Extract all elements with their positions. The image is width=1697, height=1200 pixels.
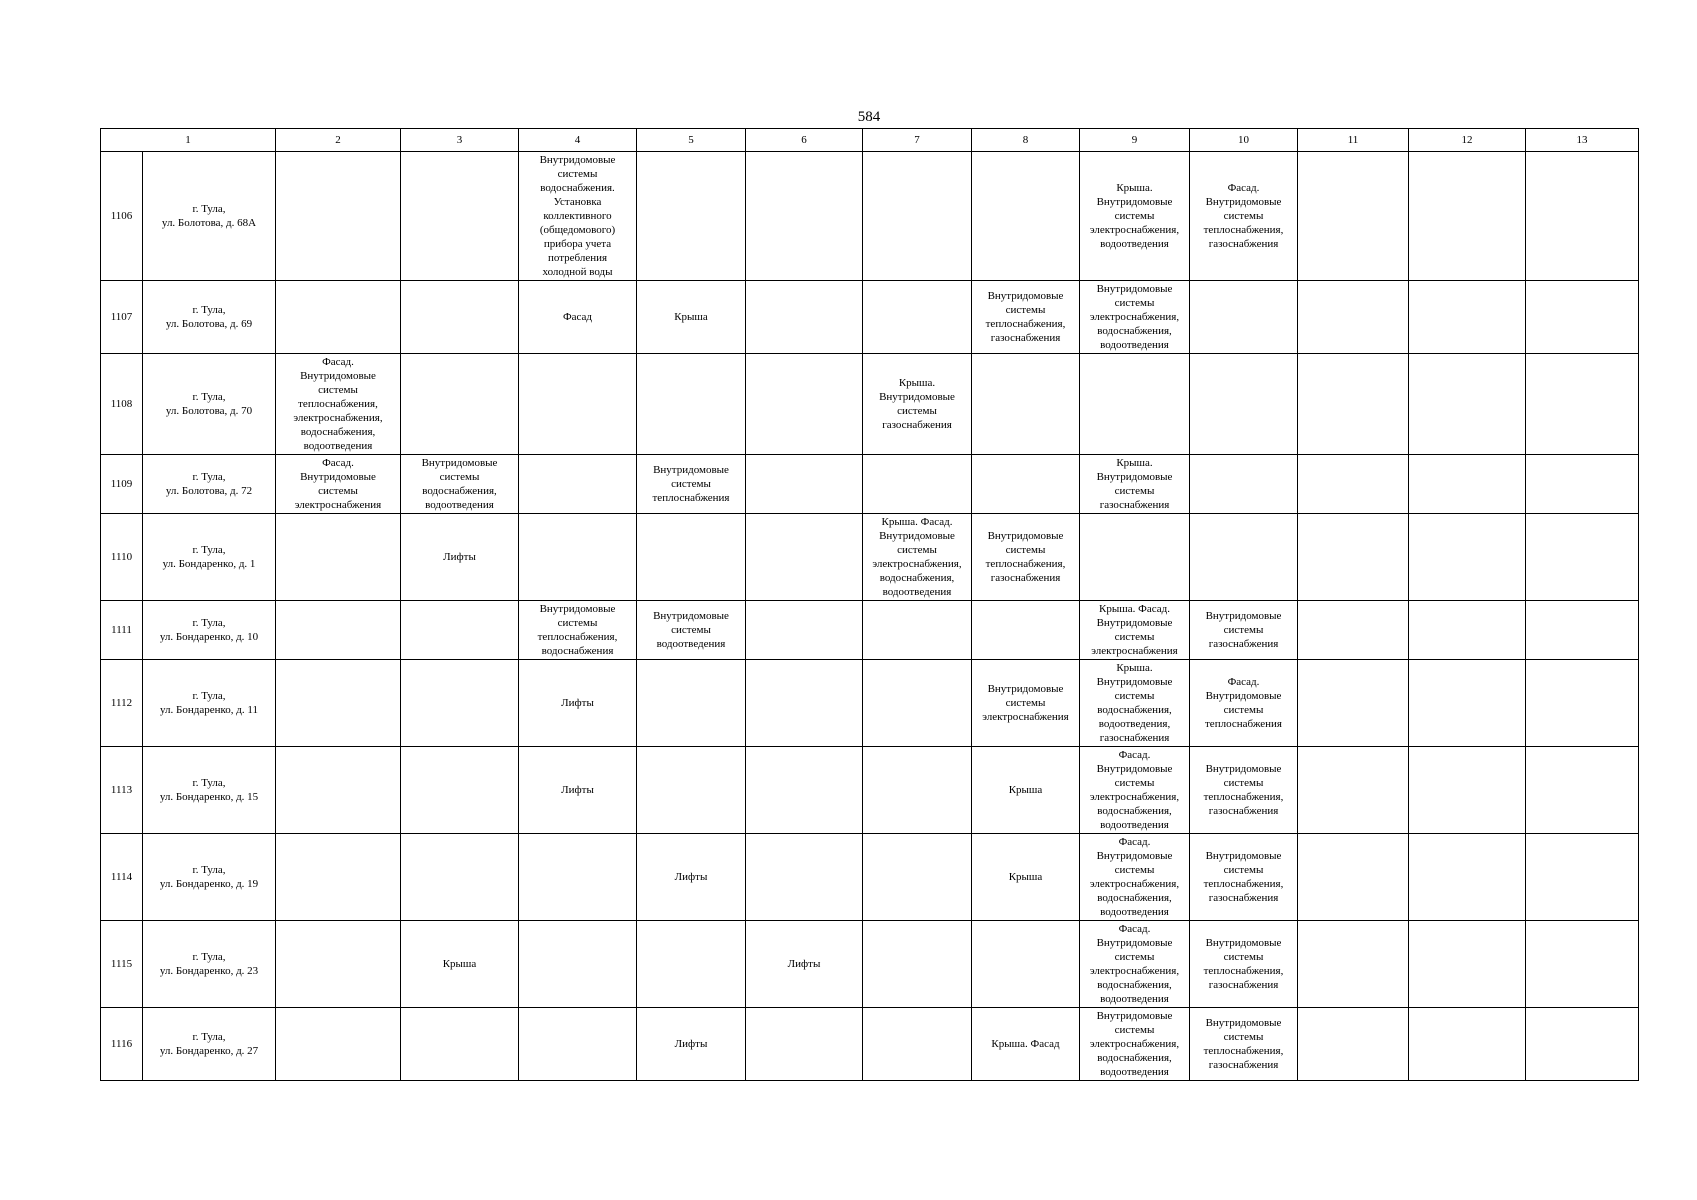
work-type-cell xyxy=(746,354,863,455)
work-type-cell: Крыша. Внутридомовые системы водоснабжения, водоотведения, газоснабжения xyxy=(1080,660,1190,747)
work-type-cell xyxy=(401,834,519,921)
address-cell: г. Тула, ул. Болотова, д. 70 xyxy=(143,354,276,455)
work-type-cell: Крыша xyxy=(637,281,746,354)
work-type-cell: Крыша. Внутридомовые системы газоснабжения xyxy=(863,354,972,455)
row-number-cell: 1114 xyxy=(101,834,143,921)
work-type-cell xyxy=(1298,1008,1409,1081)
work-type-cell: Крыша. Фасад. Внутридомовые системы электроснабжения, водоснабжения, водоотведения xyxy=(863,514,972,601)
work-type-cell xyxy=(1526,660,1639,747)
work-type-cell: Внутридомовые системы теплоснабжения, газоснабжения xyxy=(1190,747,1298,834)
work-type-cell xyxy=(637,747,746,834)
work-type-cell: Внутридомовые системы водоснабжения, водоотведения xyxy=(401,455,519,514)
work-type-cell xyxy=(401,660,519,747)
column-number-header: 9 xyxy=(1080,129,1190,152)
table-row xyxy=(101,660,1639,747)
work-type-cell xyxy=(1298,601,1409,660)
work-type-cell xyxy=(519,1008,637,1081)
work-type-cell xyxy=(1526,281,1639,354)
work-type-cell: Внутридомовые системы теплоснабжения xyxy=(637,455,746,514)
work-type-cell xyxy=(746,660,863,747)
work-type-cell: Лифты xyxy=(637,834,746,921)
work-type-cell: Фасад. Внутридомовые системы электроснабжения, водоснабжения, водоотведения xyxy=(1080,834,1190,921)
work-type-cell xyxy=(1526,354,1639,455)
work-type-cell xyxy=(1526,601,1639,660)
work-type-cell xyxy=(1298,834,1409,921)
work-type-cell xyxy=(519,921,637,1008)
work-type-cell xyxy=(746,834,863,921)
work-type-cell: Лифты xyxy=(746,921,863,1008)
work-type-cell xyxy=(1409,281,1526,354)
work-type-cell xyxy=(1409,152,1526,281)
work-type-cell xyxy=(276,1008,401,1081)
work-type-cell xyxy=(1409,601,1526,660)
row-number-cell: 1111 xyxy=(101,601,143,660)
work-type-cell xyxy=(1526,834,1639,921)
work-type-cell xyxy=(519,354,637,455)
work-type-cell: Крыша xyxy=(401,921,519,1008)
row-number-cell: 1109 xyxy=(101,455,143,514)
work-type-cell: Крыша. Фасад xyxy=(972,1008,1080,1081)
table-row xyxy=(101,354,1639,455)
work-type-cell xyxy=(1409,660,1526,747)
work-type-cell: Внутридомовые системы электроснабжения, водоснабжения, водоотведения xyxy=(1080,1008,1190,1081)
work-type-cell xyxy=(1409,747,1526,834)
table-row xyxy=(101,152,1639,281)
work-type-cell xyxy=(746,601,863,660)
work-type-cell xyxy=(972,455,1080,514)
work-type-cell xyxy=(1298,281,1409,354)
work-type-cell xyxy=(746,1008,863,1081)
work-type-cell xyxy=(863,834,972,921)
column-number-header: 8 xyxy=(972,129,1080,152)
row-number-cell: 1107 xyxy=(101,281,143,354)
work-type-cell: Фасад. Внутридомовые системы теплоснабжения, газоснабжения xyxy=(1190,152,1298,281)
work-type-cell xyxy=(637,921,746,1008)
work-type-cell: Внутридомовые системы водоотведения xyxy=(637,601,746,660)
work-type-cell xyxy=(1409,514,1526,601)
work-type-cell xyxy=(1409,455,1526,514)
work-type-cell xyxy=(1298,747,1409,834)
work-type-cell xyxy=(746,152,863,281)
work-type-cell xyxy=(519,834,637,921)
work-type-cell xyxy=(1409,834,1526,921)
work-type-cell xyxy=(1190,514,1298,601)
work-type-cell xyxy=(519,455,637,514)
work-type-cell xyxy=(401,281,519,354)
row-number-cell: 1106 xyxy=(101,152,143,281)
row-number-cell: 1113 xyxy=(101,747,143,834)
work-type-cell: Внутридомовые системы электроснабжения xyxy=(972,660,1080,747)
work-type-cell xyxy=(972,921,1080,1008)
work-type-cell: Внутридомовые системы теплоснабжения, газоснабжения xyxy=(1190,834,1298,921)
work-type-cell: Внутридомовые системы теплоснабжения, газоснабжения xyxy=(1190,921,1298,1008)
work-type-cell xyxy=(637,354,746,455)
work-type-cell xyxy=(746,281,863,354)
work-type-cell: Лифты xyxy=(637,1008,746,1081)
address-cell: г. Тула, ул. Бондаренко, д. 1 xyxy=(143,514,276,601)
work-type-cell xyxy=(1526,747,1639,834)
work-type-cell: Внутридомовые системы теплоснабжения, газоснабжения xyxy=(1190,1008,1298,1081)
address-cell: г. Тула, ул. Бондаренко, д. 19 xyxy=(143,834,276,921)
work-type-cell xyxy=(1298,660,1409,747)
work-type-cell xyxy=(1409,354,1526,455)
work-type-cell xyxy=(1190,455,1298,514)
work-type-cell xyxy=(276,834,401,921)
work-type-cell xyxy=(972,354,1080,455)
address-cell: г. Тула, ул. Болотова, д. 72 xyxy=(143,455,276,514)
work-type-cell: Крыша. Фасад. Внутридомовые системы электроснабжения xyxy=(1080,601,1190,660)
column-number-header: 2 xyxy=(276,129,401,152)
work-type-cell xyxy=(1298,921,1409,1008)
column-number-header: 11 xyxy=(1298,129,1409,152)
work-type-cell xyxy=(276,601,401,660)
address-cell: г. Тула, ул. Бондаренко, д. 10 xyxy=(143,601,276,660)
work-type-cell: Фасад. Внутридомовые системы электроснабжения, водоснабжения, водоотведения xyxy=(1080,747,1190,834)
column-number-row xyxy=(101,129,1639,152)
work-type-cell xyxy=(1190,354,1298,455)
work-type-cell xyxy=(1298,152,1409,281)
work-type-cell xyxy=(637,660,746,747)
work-type-cell xyxy=(276,660,401,747)
work-type-cell xyxy=(1526,1008,1639,1081)
work-type-cell xyxy=(1298,354,1409,455)
column-number-header: 10 xyxy=(1190,129,1298,152)
work-type-cell xyxy=(1080,354,1190,455)
work-type-cell: Фасад xyxy=(519,281,637,354)
work-type-cell xyxy=(276,921,401,1008)
work-type-cell xyxy=(1526,921,1639,1008)
work-type-cell: Лифты xyxy=(401,514,519,601)
work-type-cell xyxy=(746,455,863,514)
work-type-cell xyxy=(863,921,972,1008)
work-type-cell xyxy=(1526,514,1639,601)
work-type-cell: Крыша xyxy=(972,747,1080,834)
work-type-cell xyxy=(1409,921,1526,1008)
work-type-cell xyxy=(401,152,519,281)
work-type-cell xyxy=(972,152,1080,281)
repair-schedule-table xyxy=(100,128,1639,1081)
page-number: 584 xyxy=(857,109,881,125)
work-type-cell: Лифты xyxy=(519,747,637,834)
address-cell: г. Тула, ул. Бондаренко, д. 11 xyxy=(143,660,276,747)
work-type-cell: Внутридомовые системы электроснабжения, водоснабжения, водоотведения xyxy=(1080,281,1190,354)
column-number-header: 5 xyxy=(637,129,746,152)
table-row xyxy=(101,834,1639,921)
work-type-cell: Внутридомовые системы газоснабжения xyxy=(1190,601,1298,660)
work-type-cell xyxy=(972,601,1080,660)
work-type-cell xyxy=(276,152,401,281)
table-row xyxy=(101,601,1639,660)
work-type-cell: Крыша. Внутридомовые системы электроснабжения, водоотведения xyxy=(1080,152,1190,281)
column-number-header: 3 xyxy=(401,129,519,152)
work-type-cell xyxy=(276,281,401,354)
work-type-cell xyxy=(401,601,519,660)
work-type-cell: Фасад. Внутридомовые системы электроснабжения, водоснабжения, водоотведения xyxy=(1080,921,1190,1008)
work-type-cell: Фасад. Внутридомовые системы теплоснабжения xyxy=(1190,660,1298,747)
work-type-cell xyxy=(519,514,637,601)
address-cell: г. Тула, ул. Болотова, д. 69 xyxy=(143,281,276,354)
work-type-cell xyxy=(863,1008,972,1081)
row-number-cell: 1108 xyxy=(101,354,143,455)
column-number-header: 4 xyxy=(519,129,637,152)
address-cell: г. Тула, ул. Бондаренко, д. 23 xyxy=(143,921,276,1008)
work-type-cell: Внутридомовые системы водоснабжения. Установка коллективного (общедомового) прибора учета потребления холодной воды xyxy=(519,152,637,281)
work-type-cell: Крыша. Внутридомовые системы газоснабжения xyxy=(1080,455,1190,514)
work-type-cell xyxy=(1190,281,1298,354)
work-type-cell xyxy=(1298,514,1409,601)
work-type-cell xyxy=(276,747,401,834)
column-number-header: 6 xyxy=(746,129,863,152)
work-type-cell: Лифты xyxy=(519,660,637,747)
work-type-cell xyxy=(637,152,746,281)
work-type-cell xyxy=(863,660,972,747)
work-type-cell xyxy=(637,514,746,601)
work-type-cell xyxy=(863,601,972,660)
column-number-header: 7 xyxy=(863,129,972,152)
work-type-cell xyxy=(401,354,519,455)
address-cell: г. Тула, ул. Бондаренко, д. 15 xyxy=(143,747,276,834)
work-type-cell: Внутридомовые системы теплоснабжения, газоснабжения xyxy=(972,281,1080,354)
work-type-cell xyxy=(863,747,972,834)
work-type-cell xyxy=(401,1008,519,1081)
row-number-cell: 1110 xyxy=(101,514,143,601)
row-number-cell: 1112 xyxy=(101,660,143,747)
table-row xyxy=(101,921,1639,1008)
table-row xyxy=(101,514,1639,601)
table-row xyxy=(101,747,1639,834)
row-number-cell: 1115 xyxy=(101,921,143,1008)
row-number-cell: 1116 xyxy=(101,1008,143,1081)
work-type-cell xyxy=(863,455,972,514)
table-row xyxy=(101,1008,1639,1081)
work-type-cell xyxy=(746,514,863,601)
work-type-cell: Внутридомовые системы теплоснабжения, водоснабжения xyxy=(519,601,637,660)
table-row xyxy=(101,281,1639,354)
work-type-cell xyxy=(276,514,401,601)
column-number-header: 1 xyxy=(101,129,276,152)
work-type-cell: Фасад. Внутридомовые системы электроснабжения xyxy=(276,455,401,514)
work-type-cell xyxy=(1409,1008,1526,1081)
work-type-cell: Внутридомовые системы теплоснабжения, газоснабжения xyxy=(972,514,1080,601)
table-row xyxy=(101,455,1639,514)
work-type-cell xyxy=(746,747,863,834)
work-type-cell xyxy=(1080,514,1190,601)
work-type-cell xyxy=(401,747,519,834)
work-type-cell xyxy=(1526,152,1639,281)
column-number-header: 13 xyxy=(1526,129,1639,152)
work-type-cell: Крыша xyxy=(972,834,1080,921)
work-type-cell xyxy=(863,152,972,281)
work-type-cell xyxy=(863,281,972,354)
column-number-header: 12 xyxy=(1409,129,1526,152)
address-cell: г. Тула, ул. Бондаренко, д. 27 xyxy=(143,1008,276,1081)
work-type-cell xyxy=(1526,455,1639,514)
address-cell: г. Тула, ул. Болотова, д. 68А xyxy=(143,152,276,281)
work-type-cell xyxy=(1298,455,1409,514)
work-type-cell: Фасад. Внутридомовые системы теплоснабжения, электроснабжения, водоснабжения, водоотведения xyxy=(276,354,401,455)
